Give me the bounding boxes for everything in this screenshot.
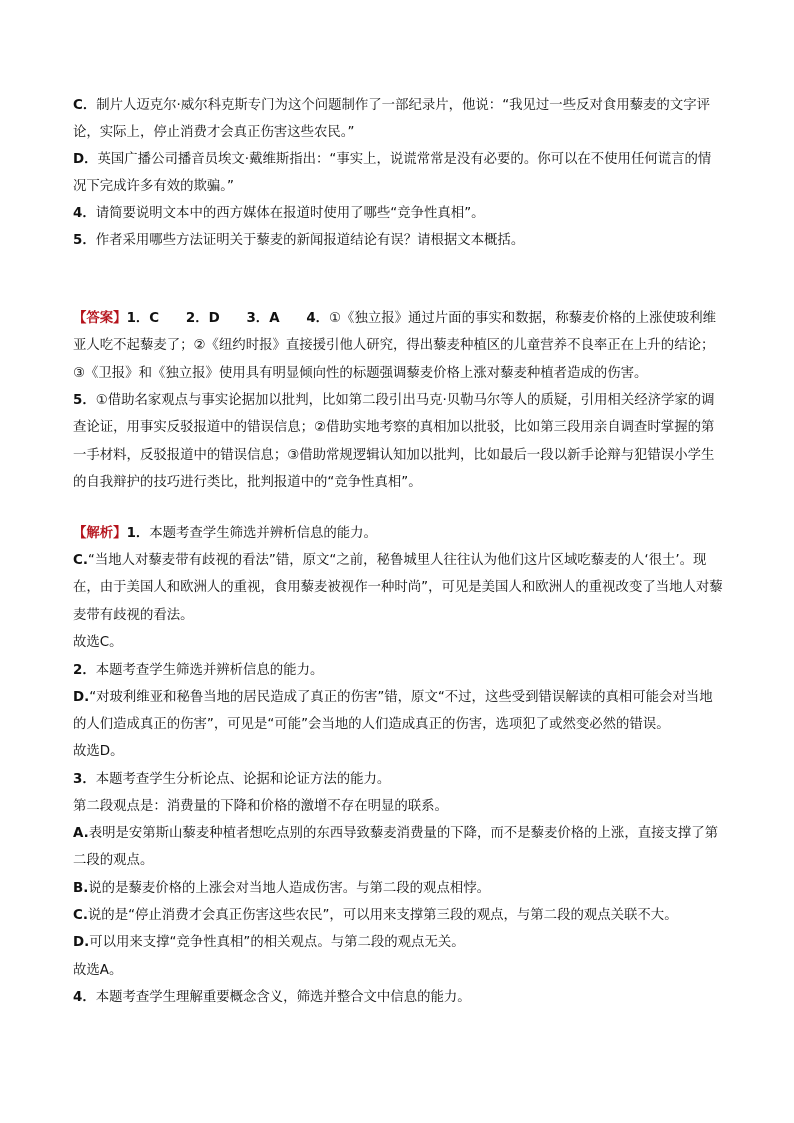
answer-short-choices: 1．C 2．D 3．A 4． (126, 311, 330, 326)
analysis-q3-b-text: 说的是藜麦价格的上涨会对当地人造成伤害。与第二段的观点相悖。 (88, 881, 491, 896)
analysis-q3-number: 3． (73, 772, 96, 787)
analysis-q3-a-label: A. (73, 826, 89, 841)
analysis-q3-c (73, 902, 723, 929)
question-5-number: 5． (73, 233, 96, 248)
question-4-text: 请简要说明文本中的西方媒体在报道时使用了哪些“竞争性真相”。 (95, 206, 485, 221)
answer-q5-text: ①借助名家观点与事实论据加以批判，比如第二段引出马克·贝勒马尔等人的质疑，引用相关经济学家的调查论证，用事实反驳报道中的错误信息；②借助实地考察的真相加以批驳，比如第三段用亲自调查时掌握的第一手材料，反驳报道中的错误信息；③借助常规逻辑认知加以批判，比如最后一段以新手论辩与犯错误小学生的自我辩护的技巧进行类比，批判报道中的“竞争性真相”。 (73, 393, 715, 490)
analysis-q3-a-text: 表明是安第斯山藜麦种植者想吃点别的东西导致藜麦消费量的下降，而不是藜麦价格的上涨，直接支撑了第二段的观点。 (73, 826, 719, 869)
answer-q5 (73, 387, 723, 496)
analysis-q3-head (73, 766, 723, 793)
analysis-q3-conclusion (73, 957, 723, 984)
analysis-q2-head-text: 本题考查学生筛选并辨析信息的能力。 (95, 663, 324, 678)
question-4-number: 4． (73, 206, 96, 221)
analysis-q1-c (73, 547, 723, 629)
question-5-text: 作者采用哪些方法证明关于藜麦的新闻报道结论有误？请根据文本概括。 (95, 233, 525, 248)
answer-block (73, 305, 723, 387)
analysis-q2-d (73, 684, 723, 739)
analysis-q2-d-text: “对玻利维亚和秘鲁当地的居民造成了真正的伤害”错，原文“不过，这些受到错误解读的真相可能会对当地的人们造成真正的伤害”，可见是“可能”会当地的人们造成真正的伤害，选项犯了或然变必然的错误。 (73, 690, 713, 733)
analysis-q3-view (73, 793, 723, 820)
analysis-q3-head-text: 本题考查学生分析论点、论据和论证方法的能力。 (95, 772, 391, 787)
analysis-q1-c-label: C. (73, 553, 88, 568)
analysis-q4-head (73, 984, 723, 1011)
analysis-q4-head-text: 本题考查学生理解重要概念含义，筛选并整合文中信息的能力。 (95, 990, 471, 1005)
option-d (73, 146, 723, 201)
analysis-label: 【解析】 (73, 526, 127, 541)
option-d-text: 英国广播公司播音员埃文·戴维斯指出：“事实上，说谎常常是没有必要的。你可以在不使用任何谎言的情况下完成许多有效的欺骗。” (73, 152, 712, 195)
analysis-q1-number: 1． (126, 526, 150, 541)
analysis-q3-d-label: D. (73, 935, 90, 950)
analysis-q3-c-label: C. (73, 908, 88, 923)
analysis-q3-d-text: 可以用来支撑“竞争性真相”的相关观点。与第二段的观点无关。 (89, 935, 465, 950)
analysis-q2-conclusion (73, 738, 723, 765)
analysis-q4-number: 4． (73, 990, 96, 1005)
analysis-q3-a (73, 820, 723, 875)
analysis-q3-b-label: B. (73, 881, 89, 896)
analysis-q3-d (73, 929, 723, 956)
answer-q4-text: ①《独立报》通过片面的事实和数据，称藜麦价格的上涨使玻利维亚人吃不起藜麦了；②《纽约时报》直接援引他人研究，得出藜麦种植区的儿童营养不良率正在上升的结论；③《卫报》和《独立报》使用具有明显倾向性的标题强调藜麦价格上涨对藜麦种植者造成的伤害。 (73, 311, 716, 381)
analysis-q1-conclusion-text: 故选C。 (73, 635, 123, 650)
question-4 (73, 200, 723, 227)
option-c-text: 制片人迈克尔·威尔科克斯专门为这个问题制作了一部纪录片，他说：“我见过一些反对食用藜麦的文字评论，实际上，停止消费才会真正伤害这些农民。” (73, 98, 710, 141)
analysis-q2-d-label: D. (73, 690, 90, 705)
option-d-label: D． (73, 152, 98, 167)
analysis-q2-head (73, 657, 723, 684)
option-c-label: C． (73, 98, 97, 113)
analysis-q1-head-text: 本题考查学生筛选并辨析信息的能力。 (149, 526, 377, 541)
analysis-q1-head (73, 520, 723, 547)
analysis-q3-conclusion-text: 故选A。 (73, 963, 123, 978)
analysis-q3-view-text: 第二段观点是：消费量的下降和价格的激增不存在明显的联系。 (73, 799, 448, 814)
analysis-q3-b (73, 875, 723, 902)
analysis-q1-conclusion (73, 629, 723, 656)
option-c (73, 92, 723, 147)
analysis-q2-number: 2． (73, 663, 96, 678)
analysis-q2-conclusion-text: 故选D。 (73, 744, 124, 759)
question-5 (73, 227, 723, 254)
answer-label: 【答案】 (73, 311, 127, 326)
analysis-q1-c-text: “当地人对藜麦带有歧视的看法”错，原文“之前，秘鲁城里人往往认为他们这片区域吃藜麦的人‘很土’。现在，由于美国人和欧洲人的重视，食用藜麦被视作一种时尚”，可见是美国人和欧洲人的重视改变了当地人对藜麦带有歧视的看法。 (73, 553, 723, 623)
analysis-q3-c-text: 说的是“停止消费才会真正伤害这些农民”，可以用来支撑第三段的观点，与第二段的观点关联不大。 (87, 908, 678, 923)
answer-q5-number: 5． (73, 393, 96, 408)
